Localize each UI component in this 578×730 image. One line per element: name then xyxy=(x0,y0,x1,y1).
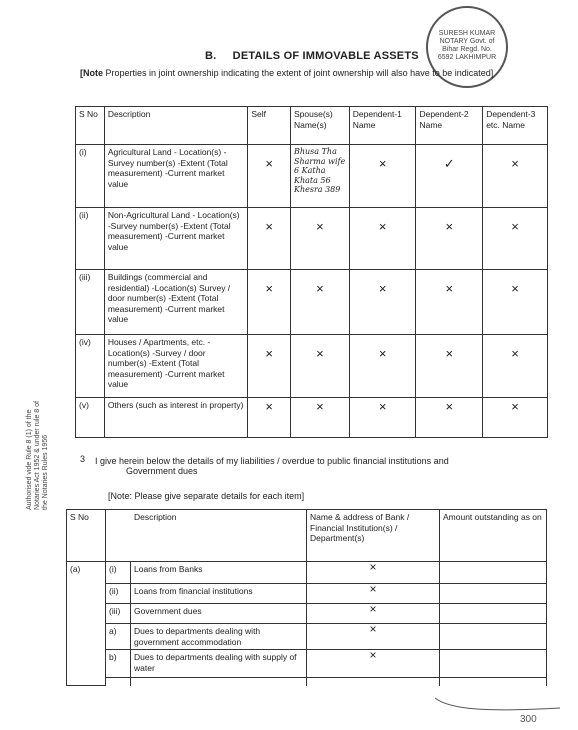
cross-mark: × xyxy=(248,398,291,438)
table-row xyxy=(67,678,547,686)
group-label: (a) xyxy=(67,562,106,686)
table-row xyxy=(67,604,547,624)
amount-cell xyxy=(440,650,547,678)
col-self: Self xyxy=(248,107,291,145)
table-row xyxy=(67,584,547,604)
cross-mark: × xyxy=(290,208,349,270)
row-description: Agricultural Land - Location(s) -Survey number(s) -Extent (Total measurement) -Current market value xyxy=(104,145,248,208)
table-row xyxy=(76,270,548,335)
col-description: Description xyxy=(104,107,248,145)
cross-mark: × xyxy=(307,584,440,604)
col-sno: S No xyxy=(67,510,106,562)
cross-mark: × xyxy=(416,398,483,438)
cross-mark: × xyxy=(416,270,483,335)
cross-mark: × xyxy=(307,562,440,584)
empty-cell xyxy=(307,678,440,686)
row-sno: (iii) xyxy=(76,270,105,335)
cross-mark: × xyxy=(416,335,483,398)
stamp-text: SURESH KUMAR NOTARY Govt. of Bihar Regd. No. 6592 LAKHIMPUR xyxy=(437,30,497,61)
row-description: Non-Agricultural Land - Location(s) -Survey number(s) -Extent (Total measurement) -Current market value xyxy=(104,208,248,270)
amount-cell xyxy=(440,604,547,624)
row-description: Government dues xyxy=(131,604,307,624)
row-description: Dues to departments dealing with supply of water xyxy=(131,650,307,678)
row-description: Buildings (commercial and residential) -Location(s) Survey / door number(s) -Extent (Total measurement) -Current market value xyxy=(104,270,248,335)
cross-mark: × xyxy=(349,145,416,208)
amount-cell xyxy=(440,584,547,604)
empty-cell xyxy=(106,678,131,686)
col-bank: Name & address of Bank / Financial Institution(s) / Department(s) xyxy=(307,510,440,562)
liabilities-table xyxy=(66,509,547,686)
row-sno: (ii) xyxy=(76,208,105,270)
row-sno: (i) xyxy=(76,145,105,208)
col-dependent-1: Dependent-1 Name xyxy=(349,107,416,145)
row-sub: b) xyxy=(106,650,131,678)
cross-mark: × xyxy=(248,208,291,270)
row-sno: (v) xyxy=(76,398,105,438)
table-header-row xyxy=(76,107,548,145)
row-description: Dues to departments dealing with government accommodation xyxy=(131,624,307,650)
cross-mark: × xyxy=(483,145,548,208)
cross-mark: × xyxy=(290,335,349,398)
row-description: Loans from financial institutions xyxy=(131,584,307,604)
row-description: Loans from Banks xyxy=(131,562,307,584)
cross-mark: × xyxy=(290,270,349,335)
section-3-note: [Note: Please give separate details for each item] xyxy=(108,491,305,501)
section-3-text-line2: Government dues xyxy=(126,466,198,476)
col-dependent-2: Dependent-2 Name xyxy=(416,107,483,145)
side-note: Authorised vide Rule 8 (1) of the Notaries Act 1952 & under rule 8 of the Notaries Rules 1956 xyxy=(26,401,49,510)
table-header-row xyxy=(67,510,547,562)
cross-mark: × xyxy=(349,270,416,335)
cross-mark: × xyxy=(307,604,440,624)
row-description: Others (such as interest in property) xyxy=(104,398,248,438)
table-row xyxy=(67,562,547,584)
table-row xyxy=(67,650,547,678)
page-number: 300 xyxy=(520,714,537,725)
cross-mark: × xyxy=(483,398,548,438)
cross-mark: × xyxy=(248,270,291,335)
section-b-heading: B. DETAILS OF IMMOVABLE ASSETS xyxy=(205,50,419,62)
amount-cell xyxy=(440,624,547,650)
cross-mark: × xyxy=(483,270,548,335)
cross-mark: × xyxy=(248,145,291,208)
table-row xyxy=(76,398,548,438)
cross-mark: × xyxy=(307,624,440,650)
col-dependent-3: Dependent-3 etc. Name xyxy=(483,107,548,145)
table-row xyxy=(76,208,548,270)
immovable-assets-table xyxy=(75,106,548,438)
note-text: Properties in joint ownership indicating the extent of joint ownership will also have to be indicated] xyxy=(105,68,494,78)
section-b-note xyxy=(80,68,555,79)
cross-mark: × xyxy=(416,208,483,270)
table-row xyxy=(76,145,548,208)
cross-mark: × xyxy=(349,335,416,398)
cross-mark: × xyxy=(307,650,440,678)
row-description: Houses / Apartments, etc. - Location(s) -Survey / door number(s) -Extent (Total measurement) -Current market value xyxy=(104,335,248,398)
cross-mark: × xyxy=(483,335,548,398)
row-sno: (iv) xyxy=(76,335,105,398)
col-spouse: Spouse(s) Name(s) xyxy=(290,107,349,145)
row-sub: (iii) xyxy=(106,604,131,624)
spouse-handwritten-entry: Bhusa Tha Sharma wife 6 Katha Khata 56 Khesra 389 xyxy=(290,145,349,208)
cross-mark: × xyxy=(483,208,548,270)
amount-cell xyxy=(440,562,547,584)
tick-mark: ✓ xyxy=(416,145,483,208)
empty-cell xyxy=(131,678,307,686)
col-sno: S No xyxy=(76,107,105,145)
row-sub: (i) xyxy=(106,562,131,584)
col-amount: Amount outstanding as on xyxy=(440,510,547,562)
row-sub: (ii) xyxy=(106,584,131,604)
row-sub: a) xyxy=(106,624,131,650)
cross-mark: × xyxy=(248,335,291,398)
pen-stroke xyxy=(430,690,570,720)
section-3-text-line1: I give herein below the details of my liabilities / overdue to public financial institutions and xyxy=(95,456,449,466)
empty-cell xyxy=(440,678,547,686)
cross-mark: × xyxy=(349,398,416,438)
section-3-number: 3 xyxy=(80,454,86,464)
col-description: Description xyxy=(106,510,307,562)
note-label: [Note xyxy=(80,68,103,78)
cross-mark: × xyxy=(290,398,349,438)
table-row xyxy=(67,624,547,650)
table-row xyxy=(76,335,548,398)
cross-mark: × xyxy=(349,208,416,270)
